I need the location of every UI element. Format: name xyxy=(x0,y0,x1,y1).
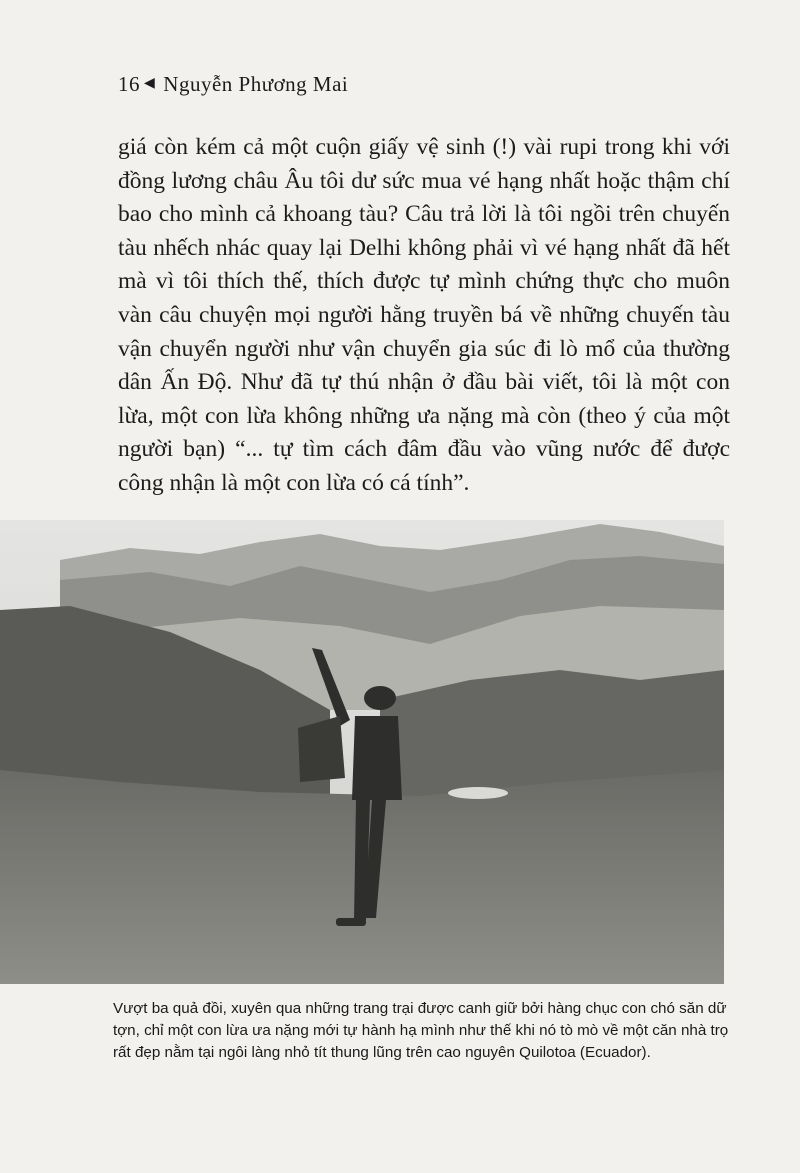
left-triangle-icon: ◀ xyxy=(144,76,156,91)
body-text xyxy=(118,131,730,501)
page-number: 16 xyxy=(118,72,140,96)
photo-illustration xyxy=(0,520,724,984)
body-paragraph: giá còn kém cả một cuộn giấy vệ sinh (!) vài rupi trong khi với đồng lương châu Âu tôi dư sức mua vé hạng nhất hoặc thậm chí bao cho mình cả khoang tàu? Câu trả lời là tôi ngồi trên chuyến tàu nhếch nhác quay lại Delhi không phải vì vé hạng nhất đã hết mà vì tôi thích thế, thích được tự mình chứng thực cho muôn vàn câu chuyện mọi người hằng truyền bá về những chuyến tàu vận chuyển người như vận chuyển gia súc đi lò mổ của thường dân Ấn Độ. Như đã tự thú nhận ở đầu bài viết, tôi là một con lừa, một con lừa không những ưa nặng mà còn (theo ý của một người bạn) “... tự tìm cách đâm đầu vào vũng nước để được công nhận là một con lừa có cá tính”. xyxy=(118,134,730,496)
landscape-photo xyxy=(0,520,724,984)
photo-caption: Vượt ba quả đồi, xuyên qua những trang trại được canh giữ bởi hàng chục con chó săn dữ tợn, chỉ một con lừa ưa nặng mới tự hành hạ mình như thế khi nó tò mò về một căn nhà trọ rất đẹp nằm tại ngôi làng nhỏ tít thung lũng trên cao nguyên Quilotoa (Ecuador). xyxy=(113,1000,729,1061)
author-name: Nguyễn Phương Mai xyxy=(163,72,349,96)
running-header xyxy=(118,72,348,97)
pond xyxy=(448,787,508,799)
